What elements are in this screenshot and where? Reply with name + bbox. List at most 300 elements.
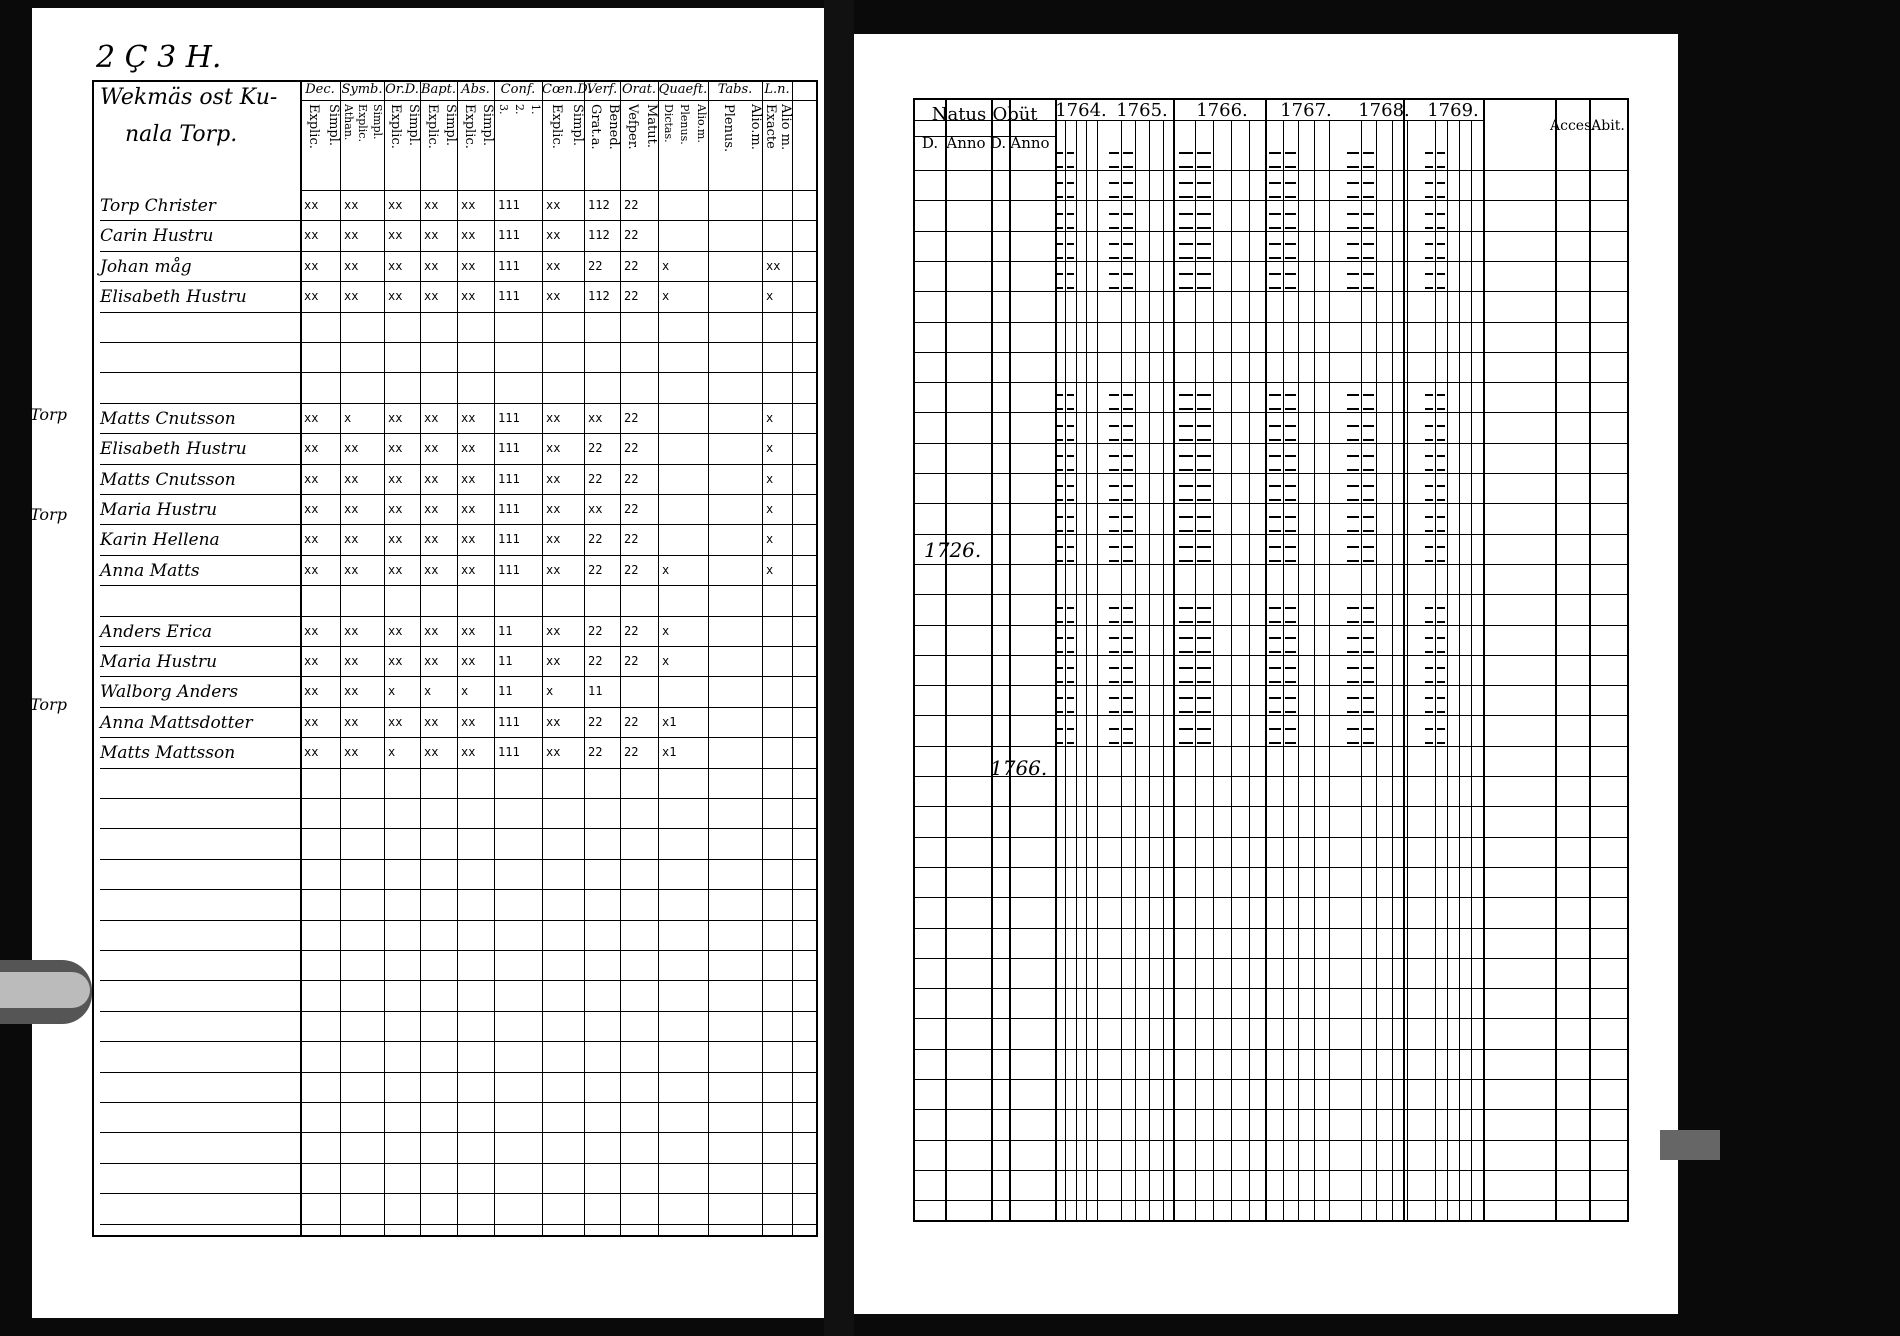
date-entry-mark	[1285, 394, 1297, 410]
date-entry-mark	[1067, 182, 1073, 198]
date-entry-mark	[1123, 273, 1133, 289]
date-entry-mark	[1347, 455, 1359, 471]
attendance-mark: 111	[498, 471, 520, 486]
date-entry-mark	[1057, 728, 1063, 744]
column-subheader: Dictas.	[661, 104, 675, 143]
left-row-line	[100, 616, 816, 617]
right-row-line	[915, 1018, 1627, 1019]
year-subcolumn	[1195, 120, 1196, 1220]
attendance-mark: xx	[388, 654, 403, 668]
attendance-mark: 111	[498, 714, 520, 729]
date-entry-mark	[1179, 485, 1193, 501]
date-entry-mark	[1425, 394, 1433, 410]
attendance-mark: 111	[498, 562, 520, 577]
attendance-mark: 111	[498, 289, 520, 304]
date-entry-mark	[1285, 182, 1297, 198]
attendance-mark: xx	[766, 258, 781, 273]
date-entry-mark	[1179, 273, 1193, 289]
attendance-mark: 111	[498, 441, 520, 456]
column-subheader: Matut.	[644, 104, 659, 149]
attendance-mark: 22	[588, 532, 603, 547]
attendance-mark: 111	[498, 198, 520, 212]
abit-header: Abit.	[1591, 118, 1625, 134]
attendance-mark: xx	[546, 471, 561, 486]
column-header-10: Quaeft.	[658, 82, 708, 97]
acces-header: Acces.	[1550, 118, 1596, 134]
attendance-mark: x	[546, 684, 554, 699]
attendance-mark: x1	[662, 714, 677, 729]
left-column-divider	[300, 82, 302, 1235]
date-entry-mark	[1057, 667, 1063, 683]
date-entry-mark	[1067, 607, 1073, 623]
column-subheader: Athan.	[341, 104, 355, 141]
attendance-mark: 22	[624, 532, 639, 547]
date-entry-mark	[1363, 243, 1375, 259]
date-entry-mark	[1197, 607, 1211, 623]
attendance-mark: xx	[461, 198, 476, 212]
left-column-divider	[584, 82, 585, 1235]
attendance-mark: xx	[304, 714, 319, 729]
attendance-mark: 22	[624, 714, 639, 729]
date-entry-mark	[1067, 152, 1073, 168]
date-entry-mark	[1437, 394, 1445, 410]
column-header-11: Tabs.	[717, 82, 753, 97]
date-entry-mark	[1123, 243, 1133, 259]
year-subcolumn	[1376, 120, 1377, 1220]
date-entry-mark	[1067, 516, 1073, 532]
date-entry-mark	[1347, 667, 1359, 683]
date-entry-mark	[1269, 273, 1281, 289]
attendance-mark: xx	[461, 623, 476, 638]
column-header-4: Bapt.	[421, 82, 456, 97]
right-row-line	[915, 655, 1627, 656]
attendance-mark: xx	[546, 745, 561, 760]
date-entry-mark	[1057, 637, 1063, 653]
date-entry-mark	[1123, 182, 1133, 198]
left-row-line	[100, 1072, 816, 1073]
date-entry-mark	[1197, 516, 1211, 532]
date-entry-mark	[1269, 637, 1281, 653]
year-subcolumn	[1097, 120, 1098, 1220]
left-row-line	[100, 646, 816, 647]
date-entry-mark	[1197, 425, 1211, 441]
right-row-line	[915, 170, 1627, 171]
column-subheader: Alio.m.	[695, 104, 708, 143]
date-entry-mark	[1437, 425, 1445, 441]
obiit-day-header: D.	[989, 134, 1007, 152]
column-subheader: 2.	[513, 104, 526, 115]
year-subcolumn	[1076, 120, 1077, 1220]
right-register-table	[913, 98, 1629, 1222]
right-row-line	[915, 261, 1627, 262]
date-entry-mark	[1179, 546, 1193, 562]
date-entry-mark	[1347, 728, 1359, 744]
attendance-mark: xx	[461, 410, 476, 425]
left-column-divider	[494, 82, 495, 1235]
date-entry-mark	[1057, 546, 1063, 562]
right-column-divider	[1009, 100, 1011, 1220]
right-row-line	[915, 1140, 1627, 1141]
date-entry-mark	[1425, 152, 1433, 168]
attendance-mark: xx	[424, 562, 439, 577]
attendance-mark: xx	[388, 502, 403, 516]
year-subcolumn	[1298, 120, 1299, 1220]
column-header-1: Dec.	[305, 82, 335, 97]
right-row-line	[915, 837, 1627, 838]
row-name: Anna Mattsdotter	[100, 712, 253, 733]
column-header-6: Conf.	[500, 82, 536, 97]
date-entry-mark	[1179, 152, 1193, 168]
date-entry-mark	[1197, 394, 1211, 410]
right-column-divider	[991, 100, 993, 1220]
left-column-divider	[384, 82, 385, 1235]
attendance-mark: 22	[588, 654, 603, 668]
year-subcolumn	[1459, 120, 1460, 1220]
attendance-mark: xx	[546, 502, 561, 516]
column-header-7: Cœn.D.	[542, 82, 592, 97]
year-subcolumn	[1435, 120, 1436, 1220]
date-entry-mark	[1363, 273, 1375, 289]
attendance-mark: 22	[624, 562, 639, 577]
attendance-mark: 111	[498, 745, 520, 760]
left-row-line	[100, 251, 816, 252]
left-register-table	[92, 80, 818, 1237]
right-column-divider	[1173, 100, 1175, 1220]
attendance-mark: xx	[546, 623, 561, 638]
left-row-line	[100, 342, 816, 343]
left-row-line	[100, 1011, 816, 1012]
year-subcolumn	[1329, 120, 1330, 1220]
attendance-mark: x	[388, 684, 396, 699]
year-subcolumn	[1135, 120, 1136, 1220]
date-entry-mark	[1197, 485, 1211, 501]
date-entry-mark	[1425, 697, 1433, 713]
row-name: Johan måg	[100, 256, 192, 277]
date-entry-mark	[1057, 455, 1063, 471]
attendance-mark: 22	[624, 258, 639, 273]
row-name: Karin Hellena	[100, 530, 220, 551]
date-entry-mark	[1057, 213, 1063, 229]
date-entry-mark	[1123, 607, 1133, 623]
column-subheader: Plenus.	[678, 104, 692, 145]
row-name: Carin Hustru	[100, 226, 214, 247]
column-header-5: Abs.	[461, 82, 490, 97]
page-mark: 2 Ç 3 H.	[96, 40, 222, 75]
column-subheader: Explic.	[388, 104, 403, 149]
left-column-divider	[620, 82, 621, 1235]
attendance-mark: xx	[304, 198, 319, 212]
date-entry-mark	[1067, 243, 1073, 259]
date-entry-mark	[1269, 516, 1281, 532]
date-entry-mark	[1269, 728, 1281, 744]
date-entry-mark	[1197, 152, 1211, 168]
right-row-line	[915, 352, 1627, 353]
date-entry-mark	[1123, 516, 1133, 532]
date-entry-mark	[1269, 546, 1281, 562]
attendance-mark: x	[766, 289, 774, 304]
date-entry-mark	[1123, 425, 1133, 441]
attendance-mark: xx	[424, 532, 439, 547]
attendance-mark: 22	[624, 654, 639, 668]
left-row-line	[100, 1102, 816, 1103]
date-entry-mark	[1123, 697, 1133, 713]
date-entry-mark	[1109, 152, 1119, 168]
date-entry-mark	[1067, 728, 1073, 744]
attendance-mark: xx	[424, 502, 439, 516]
title-line-1: Wekmäs ost Ku-	[100, 85, 278, 110]
attendance-mark: 22	[624, 441, 639, 456]
date-entry-mark	[1057, 607, 1063, 623]
date-entry-mark	[1363, 425, 1375, 441]
left-row-line	[100, 1163, 816, 1164]
attendance-mark: 111	[498, 410, 520, 425]
date-entry-mark	[1269, 485, 1281, 501]
title-line-2: nala Torp.	[125, 122, 238, 147]
date-entry-mark	[1109, 667, 1119, 683]
row-name: Elisabeth Hustru	[100, 287, 247, 308]
obiit-year-header: Anno	[1010, 134, 1050, 152]
date-entry-mark	[1363, 485, 1375, 501]
right-row-line	[915, 382, 1627, 383]
date-entry-mark	[1425, 728, 1433, 744]
left-row-line	[100, 312, 816, 313]
date-entry-mark	[1285, 213, 1297, 229]
date-entry-mark	[1285, 425, 1297, 441]
date-entry-mark	[1437, 455, 1445, 471]
date-entry-mark	[1425, 667, 1433, 683]
attendance-mark: xx	[546, 714, 561, 729]
date-entry-mark	[1437, 485, 1445, 501]
date-entry-mark	[1285, 152, 1297, 168]
attendance-mark: 22	[588, 562, 603, 577]
attendance-mark: xx	[461, 228, 476, 243]
right-row-line	[915, 897, 1627, 898]
attendance-mark: xx	[546, 441, 561, 456]
column-subheader: Explic.	[306, 104, 321, 149]
column-subheader: Bened.	[606, 104, 621, 150]
attendance-mark: x	[344, 410, 352, 425]
left-column-divider	[542, 82, 543, 1235]
date-entry-mark	[1363, 182, 1375, 198]
date-entry-mark	[1285, 455, 1297, 471]
right-row-line	[915, 473, 1627, 474]
attendance-mark: 22	[624, 745, 639, 760]
column-subheader: Simpl.	[326, 104, 341, 147]
attendance-mark: xx	[546, 228, 561, 243]
date-entry-mark	[1425, 607, 1433, 623]
attendance-mark: xx	[388, 714, 403, 729]
column-subheader: Plenus.	[721, 104, 736, 153]
date-entry-mark	[1179, 516, 1193, 532]
attendance-mark: xx	[344, 623, 359, 638]
left-column-divider	[340, 82, 341, 1235]
attendance-mark: x	[662, 623, 670, 638]
date-entry-mark	[1285, 243, 1297, 259]
attendance-mark: xx	[388, 562, 403, 577]
date-entry-mark	[1179, 182, 1193, 198]
column-subheader: Alio m.	[778, 104, 793, 151]
book-gutter	[824, 0, 854, 1336]
date-entry-mark	[1197, 637, 1211, 653]
year-subcolumn	[1121, 120, 1122, 1220]
attendance-mark: xx	[304, 562, 319, 577]
attendance-mark: xx	[461, 471, 476, 486]
year-subcolumn	[1231, 120, 1232, 1220]
column-subheader: 1.	[529, 104, 542, 115]
right-column-divider	[1403, 100, 1405, 1220]
date-entry-mark	[1285, 637, 1297, 653]
attendance-mark: xx	[461, 258, 476, 273]
date-entry-mark	[1437, 152, 1445, 168]
attendance-mark: xx	[344, 198, 359, 212]
year-subcolumn	[1361, 120, 1362, 1220]
date-entry-mark	[1179, 243, 1193, 259]
date-entry-mark	[1057, 485, 1063, 501]
left-row-line	[100, 464, 816, 465]
right-row-line	[915, 231, 1627, 232]
date-entry-mark	[1109, 243, 1119, 259]
date-entry-mark	[1437, 637, 1445, 653]
right-row-line	[915, 1170, 1627, 1171]
column-subheader: Simpl.	[406, 104, 421, 147]
attendance-mark: 22	[588, 471, 603, 486]
date-entry-mark	[1269, 182, 1281, 198]
date-entry-mark	[1123, 485, 1133, 501]
date-entry-mark	[1109, 213, 1119, 229]
date-entry-mark	[1109, 485, 1119, 501]
right-row-line	[915, 200, 1627, 201]
right-row-line	[915, 291, 1627, 292]
row-name: Anna Matts	[100, 560, 200, 581]
attendance-mark: xx	[304, 410, 319, 425]
left-row-line	[100, 737, 816, 738]
date-entry-mark	[1109, 728, 1119, 744]
attendance-mark: 111	[498, 258, 520, 273]
date-entry-mark	[1437, 243, 1445, 259]
attendance-mark: xx	[461, 502, 476, 516]
left-row-line	[100, 281, 816, 282]
attendance-mark: xx	[424, 198, 439, 212]
attendance-mark: x	[388, 745, 396, 760]
attendance-mark: 22	[588, 441, 603, 456]
attendance-mark: x	[424, 684, 432, 699]
attendance-mark: xx	[304, 258, 319, 273]
column-subheader: Vefper.	[625, 104, 640, 150]
left-row-line	[100, 433, 816, 434]
date-entry-mark	[1425, 455, 1433, 471]
attendance-mark: xx	[388, 289, 403, 304]
date-entry-mark	[1179, 455, 1193, 471]
date-entry-mark	[1057, 425, 1063, 441]
right-column-divider	[1589, 100, 1591, 1220]
attendance-mark: xx	[461, 532, 476, 547]
attendance-mark: x	[662, 289, 670, 304]
right-row-line	[915, 715, 1627, 716]
row-name: Matts Cnutsson	[100, 408, 236, 429]
right-row-line	[915, 1079, 1627, 1080]
date-entry-mark	[1197, 697, 1211, 713]
date-entry-mark	[1425, 243, 1433, 259]
date-entry-mark	[1109, 546, 1119, 562]
attendance-mark: xx	[546, 562, 561, 577]
date-entry-mark	[1057, 516, 1063, 532]
date-entry-mark	[1437, 546, 1445, 562]
right-row-line	[915, 1049, 1627, 1050]
date-entry-mark	[1109, 425, 1119, 441]
attendance-mark: 111	[498, 228, 520, 243]
column-header-2: Symb.	[341, 82, 383, 97]
date-entry-mark	[1347, 152, 1359, 168]
obiit-header: Obüt	[992, 104, 1038, 125]
date-entry-mark	[1197, 243, 1211, 259]
date-entry-mark	[1425, 273, 1433, 289]
date-entry-mark	[1123, 394, 1133, 410]
left-row-line	[100, 859, 816, 860]
date-entry-mark	[1197, 213, 1211, 229]
date-entry-mark	[1179, 637, 1193, 653]
row-name: Maria Hustru	[100, 652, 218, 672]
date-entry-mark	[1269, 697, 1281, 713]
date-entry-mark	[1285, 546, 1297, 562]
date-entry-mark	[1347, 213, 1359, 229]
year-subcolumn	[1407, 120, 1408, 1220]
date-entry-mark	[1179, 607, 1193, 623]
date-entry-mark	[1347, 243, 1359, 259]
date-entry-mark	[1179, 425, 1193, 441]
attendance-mark: 11	[588, 684, 603, 699]
column-subheader: 3.	[497, 104, 510, 115]
date-entry-mark	[1347, 546, 1359, 562]
attendance-mark: xx	[388, 228, 403, 243]
date-entry-mark	[1067, 394, 1073, 410]
year-subcolumn	[1065, 120, 1066, 1220]
column-header-9: Orat.	[622, 82, 656, 97]
attendance-mark: xx	[388, 623, 403, 638]
left-row-line	[100, 524, 816, 525]
date-entry-mark	[1363, 152, 1375, 168]
date-entry-mark	[1285, 516, 1297, 532]
date-entry-mark	[1123, 455, 1133, 471]
year-subcolumn	[1149, 120, 1150, 1220]
attendance-mark: xx	[344, 471, 359, 486]
attendance-mark: xx	[424, 258, 439, 273]
date-entry-mark	[1067, 485, 1073, 501]
left-row-line	[100, 220, 816, 221]
left-column-divider	[658, 82, 659, 1235]
date-entry-mark	[1057, 394, 1063, 410]
attendance-mark: x	[461, 684, 469, 699]
date-entry-mark	[1347, 182, 1359, 198]
date-entry-mark	[1363, 607, 1375, 623]
date-entry-mark	[1437, 182, 1445, 198]
date-entry-mark	[1425, 182, 1433, 198]
date-entry-mark	[1067, 455, 1073, 471]
side-note: Torp	[30, 405, 67, 424]
right-row-line	[915, 534, 1627, 535]
attendance-mark: x1	[662, 745, 677, 760]
attendance-mark: xx	[344, 745, 359, 760]
attendance-mark: xx	[388, 410, 403, 425]
year-header-4: 1767.	[1280, 100, 1332, 121]
date-entry-mark	[1123, 152, 1133, 168]
right-row-line	[915, 806, 1627, 807]
date-entry-mark	[1347, 637, 1359, 653]
left-row-line	[100, 585, 816, 586]
right-row-line	[915, 625, 1627, 626]
right-row-line	[915, 443, 1627, 444]
attendance-mark: xx	[424, 441, 439, 456]
date-entry-mark	[1269, 425, 1281, 441]
